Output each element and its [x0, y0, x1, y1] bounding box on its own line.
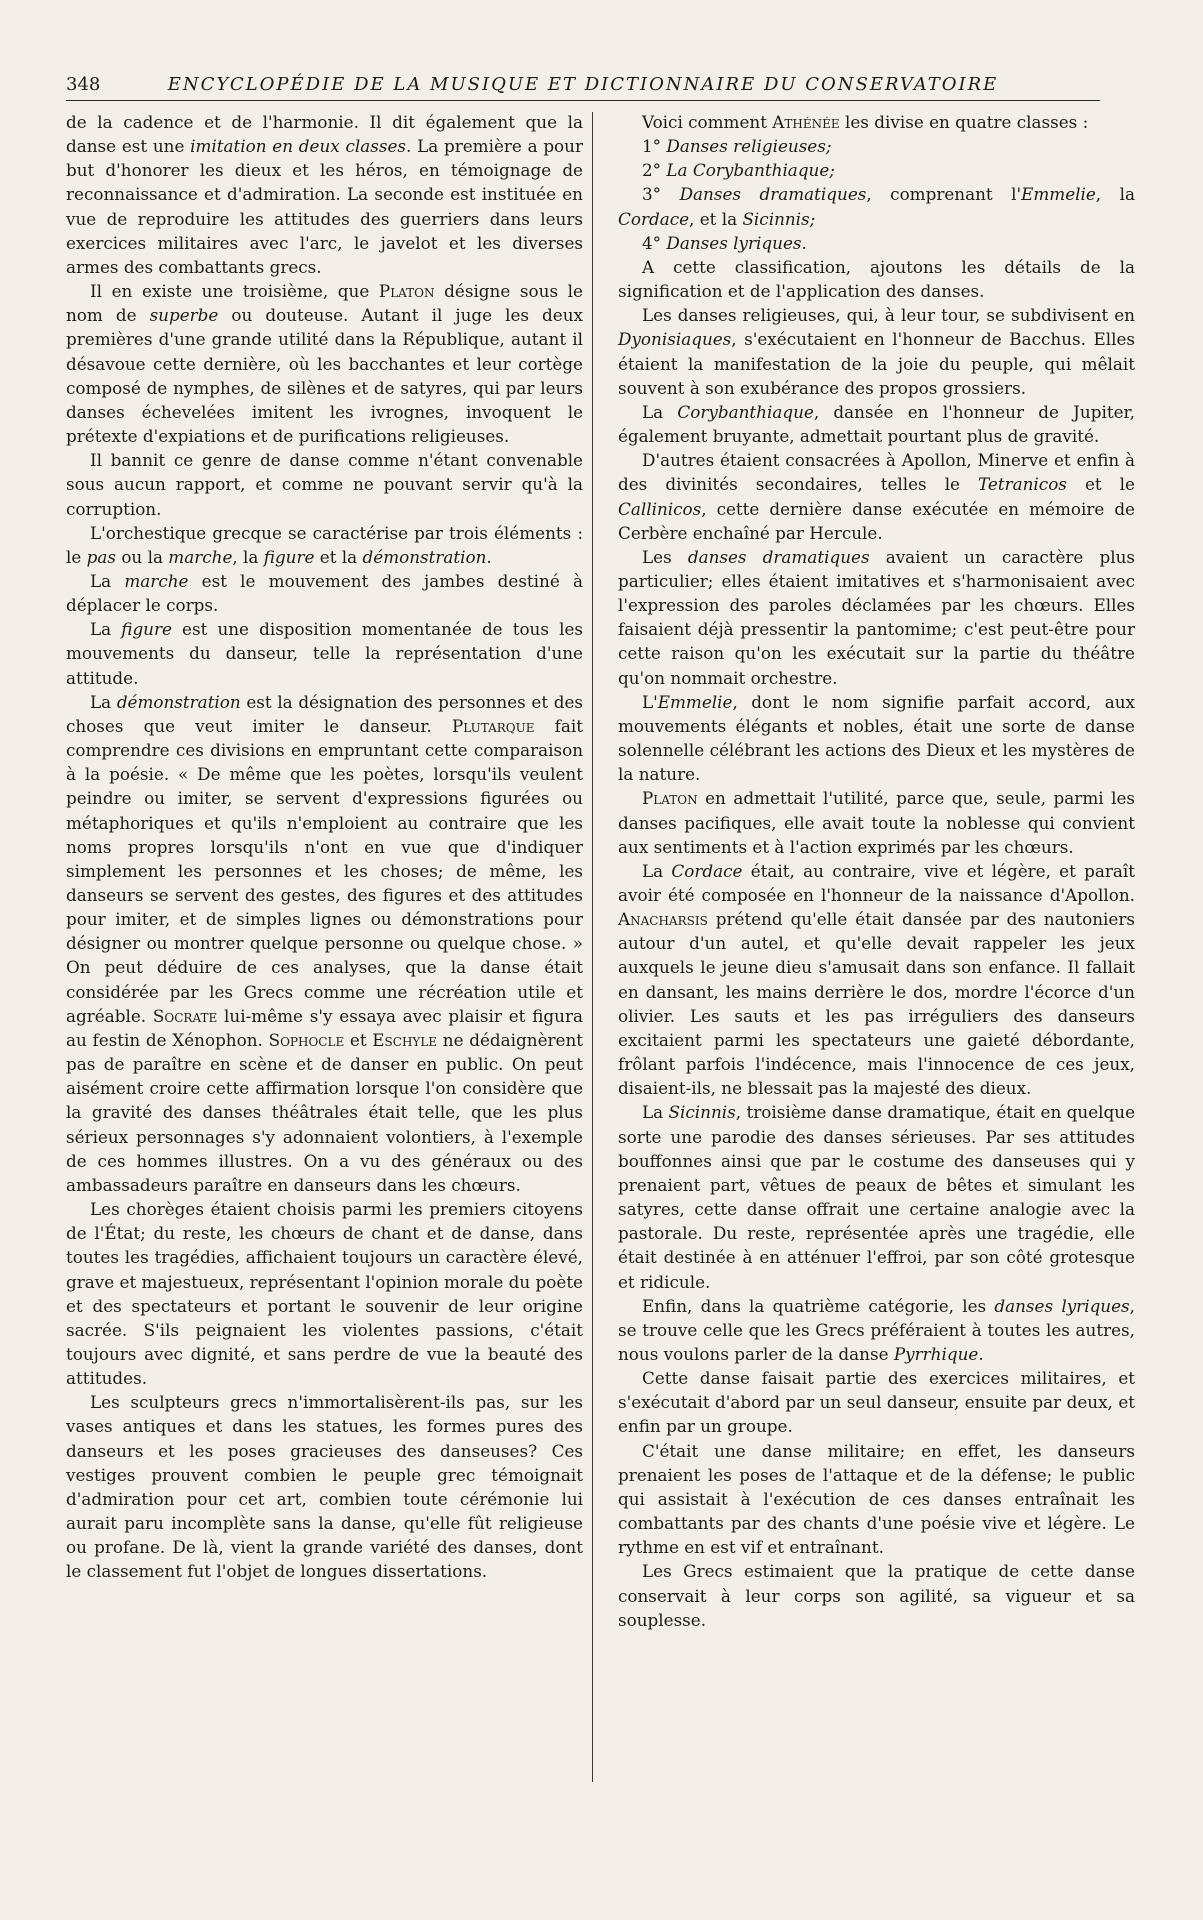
paragraph: La démonstration est la désignation des personnes et des choses que veut imiter le danseur. Plutarque fait comprendre ces divisions en empruntant cette comparaison à la poésie. « De même que les poètes, lorsqu'ils veulent peindre ou imiter, se servent d'expressions figurées ou métaphoriques et qu'ils n'emploient au contraire que les noms propres lorsqu'ils n'ont en vue que d'indiquer simplement les personnes et les choses; de même, les danseurs se servent des gestes, des figures et des attitudes pour imiter, et de simples lignes ou démonstrations pour désigner ou montrer quelque personne ou quelque chose. » On peut déduire de ces analyses, que la danse était considérée par les Grecs comme une récréation utile et agréable. Socrate lui-même s'y essaya avec plaisir et figura au festin de Xénophon. Sophocle et Eschyle ne dédaignèrent pas de paraître en scène et de danser en public. On peut aisément croire cette affirmation lorsque l'on considère que la gravité des danses théâtrales était telle, que les plus sérieux personnages s'y adonnaient volontiers, à l'exemple de ces hommes illustres. On a vu des généraux ou des ambassadeurs paraître en danseurs dans les chœurs. [66, 691, 584, 1195]
paragraph: Voici comment Athénée les divise en quatre classes : [642, 112, 1089, 132]
paragraph: La Corybanthiaque, dansée en l'honneur de Jupiter, également bruyante, admettait pourtant plus de gravité. [618, 401, 1136, 447]
paragraph: La Cordace était, au contraire, vive et légère, et paraît avoir été composée en l'honneur de la naissance d'Apollon. Anacharsis prétend qu'elle était dansée par des nautoniers autour d'un autel, et qu'elle devait rappeler les jeux auxquels le jeune dieu s'amusait dans son enfance. Il fallait en dansant, les mains derrière le dos, mordre l'écorce d'un olivier. Les sauts et les pas irréguliers des danseurs excitaient parmi les spectateurs une gaieté débordante, frôlant parfois l'indécence, mais l'innocence de ces jeux, disaient-ils, ne blessait pas la majesté des dieux. [618, 860, 1135, 1099]
paragraph: C'était une danse militaire; en effet, les danseurs prenaient les poses de l'attaque et de la défense; le public qui assistait à l'exécution de ces danses entraînait les combattants par des chants d'une poésie vive et légère. Le rythme en est vif et entraînant. [618, 1440, 1135, 1558]
paragraph: 1° Danses religieuses; [642, 136, 832, 157]
paragraph: Les sculpteurs grecs n'immortalisèrent-ils pas, sur les vases antiques et dans les statues, les formes pures des danseurs et les poses gracieuses des danseuses? Ces vestiges prouvent combien le peuple grec témoignait d'admiration pour cet art, combien toute cérémonie lui aurait paru incomplète sans la danse, qu'elle fût religieuse ou profane. De là, vient la grande variété des danses, dont le classement fut l'objet de longues dissertations. [66, 1392, 583, 1582]
paragraph: La marche est le mouvement des jambes destiné à déplacer le corps. [66, 570, 584, 616]
column-divider [592, 112, 593, 1782]
paragraph: 3° Danses dramatiques, comprenant l'Emmelie, la Cordace, et la Sicinnis; [618, 184, 1135, 229]
paragraph: Cette danse faisait partie des exercices militaires, et s'exécutait d'abord par un seul danseur, ensuite par deux, et enfin par un groupe. [618, 1368, 1135, 1437]
paragraph: La figure est une disposition momentanée de tous les mouvements du danseur, telle la représentation d'une attitude. [66, 619, 583, 688]
paragraph: Enfin, dans la quatrième catégorie, les danses lyriques, se trouve celle que les Grecs préféraient à toutes les autres, nous voulons parler de la danse Pyrrhique. [618, 1295, 1136, 1364]
paragraph: Il bannit ce genre de danse comme n'étant convenable sous aucun rapport, et comme ne pouvant servir qu'à la corruption. [66, 450, 583, 519]
running-header [66, 72, 1100, 101]
paragraph: L'orchestique grecque se caractérise par trois éléments : le pas ou la marche, la figure et la démonstration. [66, 522, 583, 567]
paragraph: D'autres étaient consacrées à Apollon, Minerve et enfin à des divinités secondaires, telles le Tetranicos et le Callinicos, cette dernière danse exécutée en mémoire de Cerbère enchaîné par Hercule. [618, 450, 1135, 543]
paragraph: A cette classification, ajoutons les détails de la signification et de l'application des danses. [618, 256, 1135, 302]
paragraph: Il en existe une troisième, que Platon désigne sous le nom de superbe ou douteuse. Autant il juge les deux premières d'une grande utilité dans la République, autant il désavoue cette dernière, où les bacchantes et leur cortège composé de nymphes, de silènes et de satyres, qui par leurs danses échevelées imitent les ivrognes, invoquent le prétexte d'expiations et de purifications religieuses. [66, 281, 583, 447]
paragraph: 2° La Corybanthiaque; [642, 160, 835, 181]
paragraph: Les danses dramatiques avaient un caractère plus particulier; elles étaient imitatives et s'harmonisaient avec l'expression des paroles déclamées par les chœurs. Elles faisaient déjà pressentir la pantomime; c'est peut-être pour cette raison qu'on les exécutait sur la partie du théâtre qu'on nommait orchestre. [618, 546, 1136, 688]
paragraph: 4° Danses lyriques. [642, 232, 807, 253]
paragraph: Les Grecs estimaient que la pratique de cette danse conservait à leur corps son agilité, sa vigueur et sa souplesse. [618, 1561, 1135, 1630]
left-column [66, 110, 583, 1584]
paragraph: Les danses religieuses, qui, à leur tour, se subdivisent en Dyonisiaques, s'exécutaient en l'honneur de Bacchus. Elles étaient la manifestation de la joie du peuple, qui mêlait souvent à son exubérance des propos grossiers. [618, 305, 1135, 398]
paragraph: L'Emmelie, dont le nom signifie parfait accord, aux mouvements élégants et nobles, était une sorte de danse solennelle célébrant les actions des Dieux et les mystères de la nature. [618, 691, 1135, 785]
paragraph: Platon en admettait l'utilité, parce que, seule, parmi les danses pacifiques, elle avait toute la noblesse qui convient aux sentiments et à l'action exprimés par les chœurs. [618, 788, 1135, 857]
right-column [618, 110, 1135, 1632]
page-number: 348 [66, 74, 101, 95]
running-title: ENCYCLOPÉDIE DE LA MUSIQUE ET DICTIONNAIRE DU CONSERVATOIRE [167, 74, 999, 95]
paragraph: de la cadence et de l'harmonie. Il dit également que la danse est une imitation en deux classes. La première a pour but d'honorer les dieux et les héros, en témoignage de reconnaissance et d'admiration. La seconde est instituée en vue de reproduire les attitudes des guerriers dans leurs exercices militaires avec l'arc, le javelot et les diverses armes des combattants grecs. [66, 112, 583, 277]
paragraph: La Sicinnis, troisième danse dramatique, était en quelque sorte une parodie des danses sérieuses. Par ses attitudes bouffonnes ainsi que par le costume des danseuses qui y prenaient part, vêtues de peaux de bêtes et simulant les satyres, cette danse offrait une certaine analogie avec la pastorale. Du reste, représentée après une tragédie, elle était destinée à en atténuer l'effroi, par son côté grotesque et ridicule. [618, 1102, 1136, 1292]
paragraph: Les chorèges étaient choisis parmi les premiers citoyens de l'État; du reste, les chœurs de chant et de danse, dans toutes les tragédies, affichaient toujours un caractère élevé, grave et majestueux, représentant l'opinion morale du poète et des spectateurs et portant le souvenir de leur origine sacrée. S'ils peignaient les violentes passions, c'était toujours avec dignité, et sans perdre de vue la beauté des attitudes. [66, 1199, 583, 1389]
